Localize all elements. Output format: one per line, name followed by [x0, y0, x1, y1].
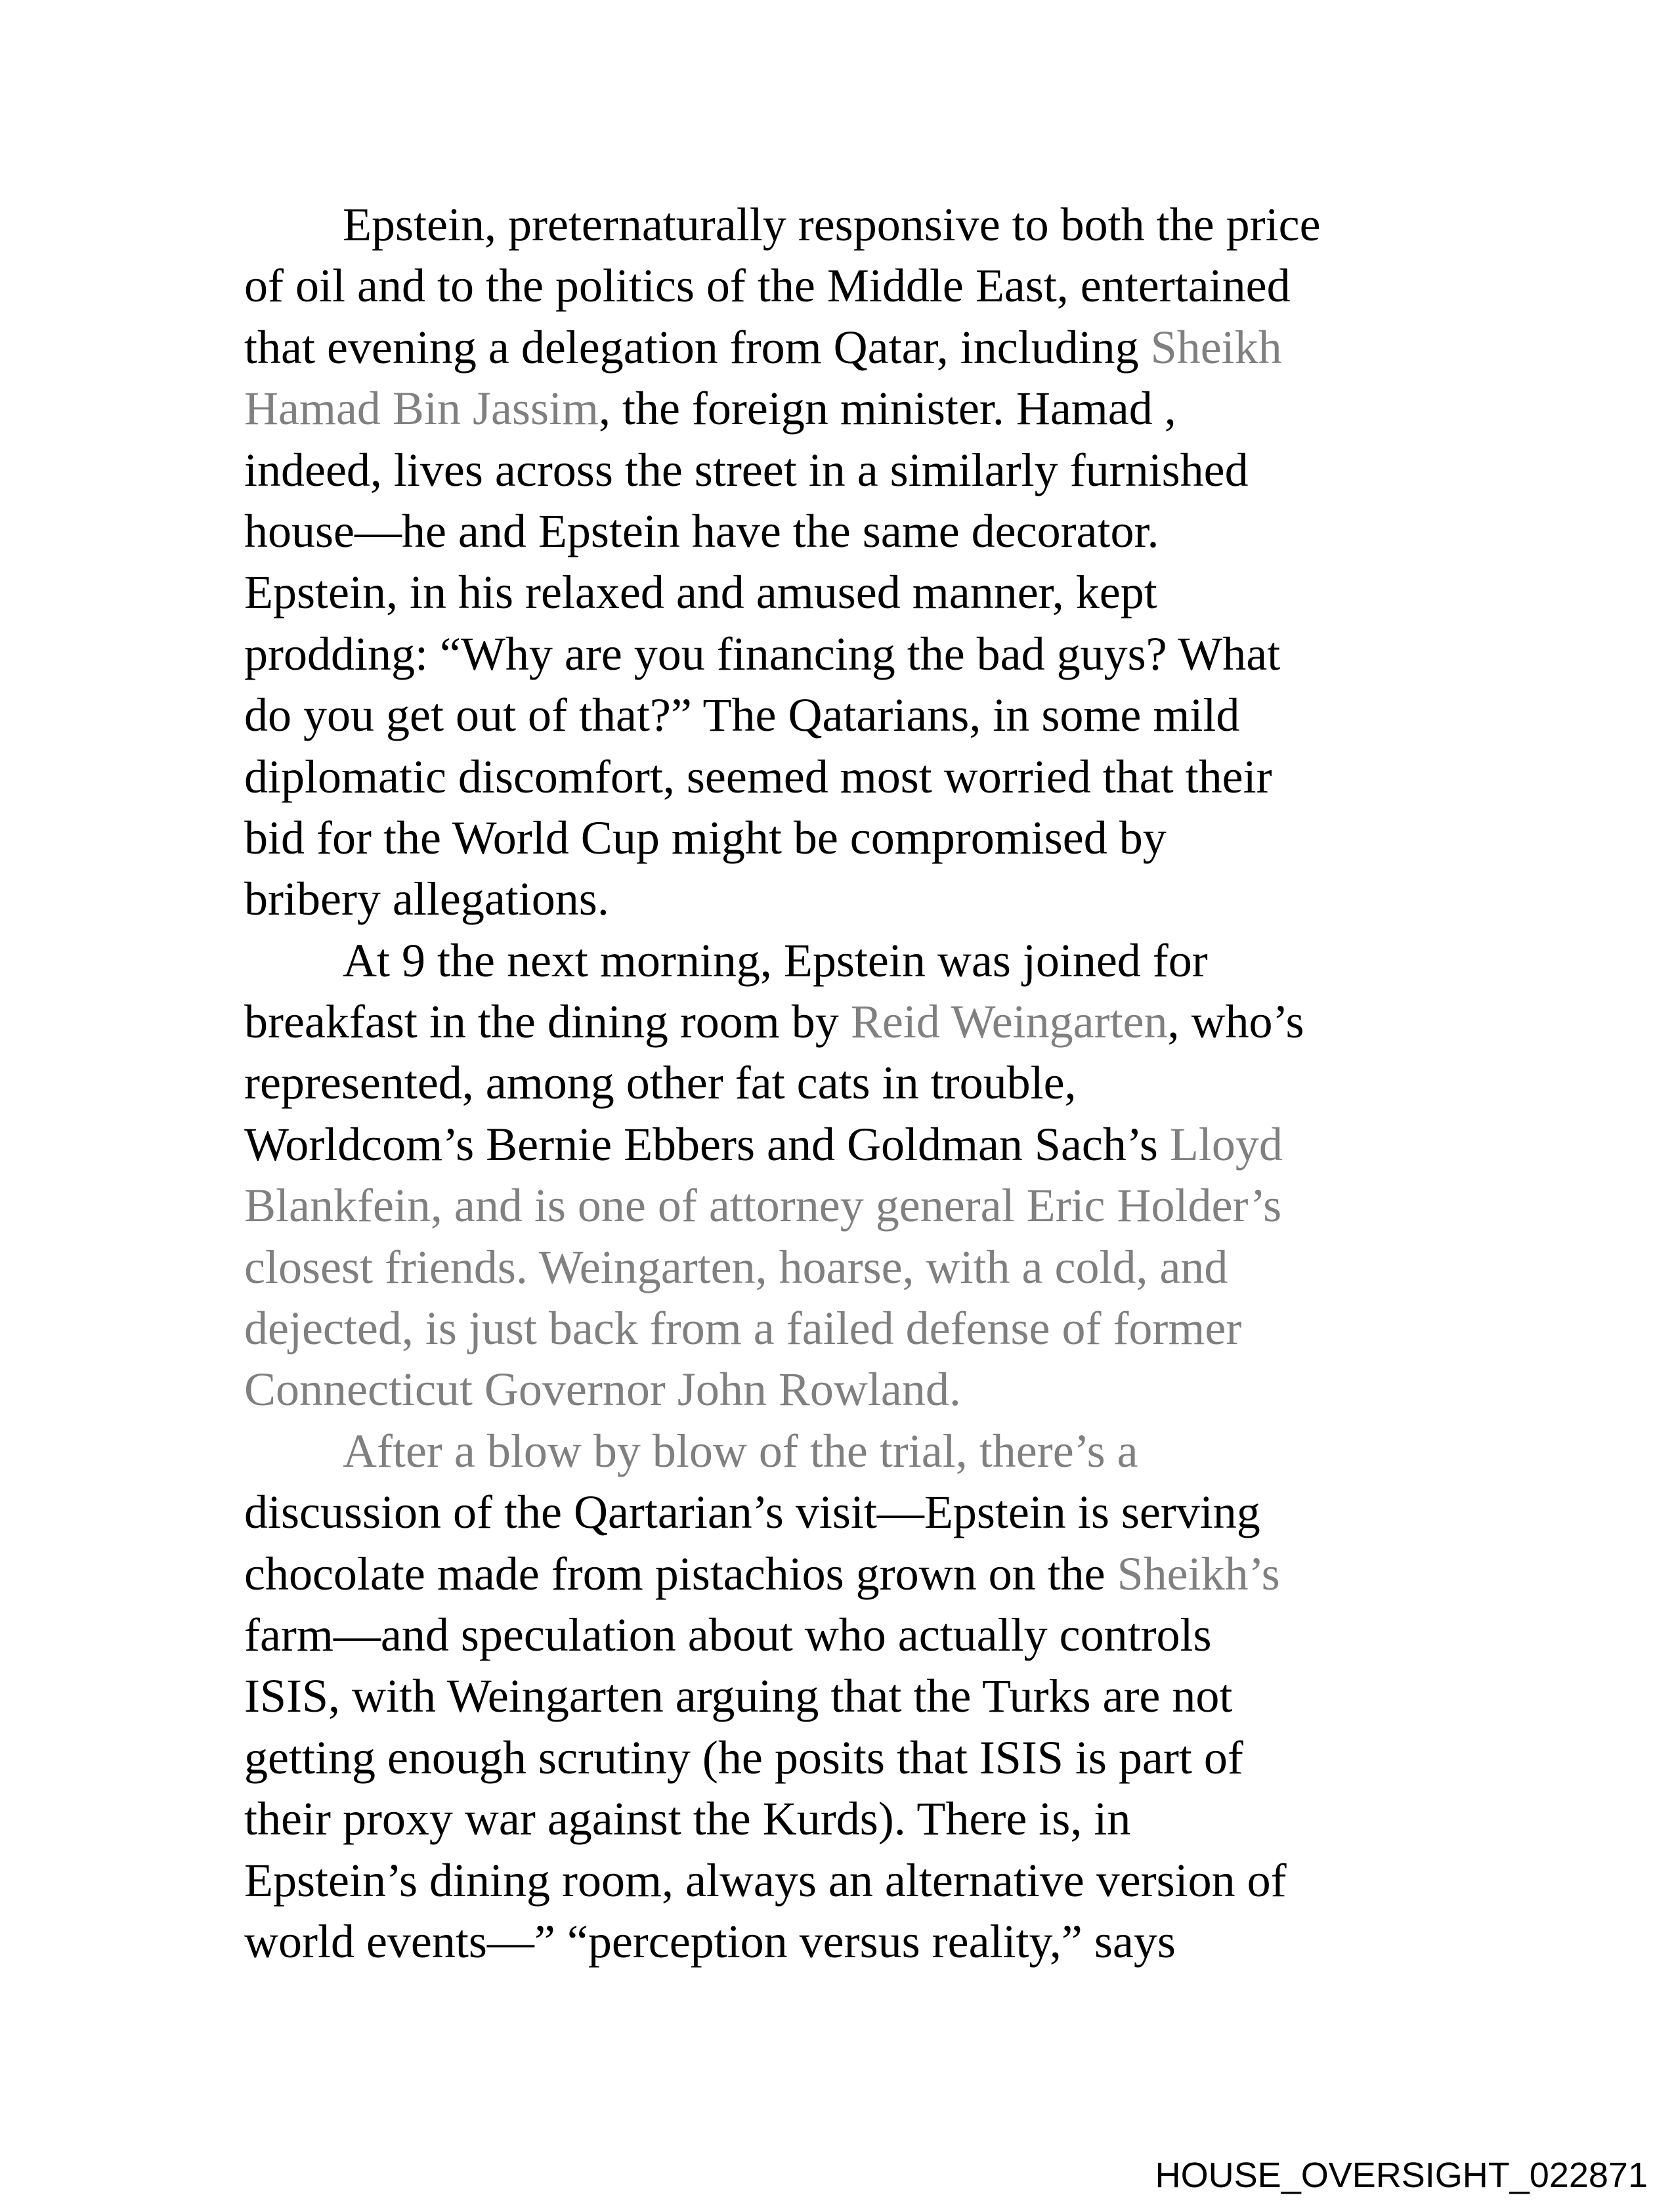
text-segment: , the foreign minister. Hamad , [598, 382, 1176, 435]
text-segment: , who’s [1167, 995, 1304, 1049]
text-line [244, 1237, 1492, 1298]
text-segment: represented, among other fat cats in trouble, [244, 1056, 1077, 1110]
highlighted-text: Blankfein, and is one of attorney general Eric Holder’s [244, 1179, 1282, 1232]
text-segment: their proxy war against the Kurds). There is, in [244, 1792, 1131, 1846]
text-segment: house—he and Epstein have the same decorator. [244, 504, 1159, 557]
text-segment: that evening a delegation from Qatar, including [244, 320, 1151, 374]
text-line [244, 1605, 1492, 1666]
text-line [244, 869, 1492, 930]
text-line [244, 991, 1492, 1052]
text-segment: ISIS, with Weingarten arguing that the Turks are not [244, 1670, 1233, 1723]
text-line [244, 930, 1492, 991]
text-segment: Worldcom’s Bernie Ebbers and Goldman Sach’s [244, 1117, 1170, 1171]
bates-number: HOUSE_OVERSIGHT_022871 [1155, 2156, 1648, 2195]
text-line [244, 194, 1492, 255]
text-line [244, 1544, 1492, 1605]
text-line [244, 440, 1492, 501]
text-segment: diplomatic discomfort, seemed most worried that their [244, 750, 1272, 803]
highlighted-text: Reid Weingarten [850, 995, 1168, 1049]
highlighted-text: dejected, is just back from a failed defense of former [244, 1302, 1242, 1355]
text-line [244, 1298, 1492, 1359]
text-line [244, 685, 1492, 746]
text-segment: bid for the World Cup might be compromised by [244, 811, 1167, 864]
text-segment: world events—” “perception versus reality,” says [244, 1915, 1176, 1968]
text-segment: At 9 the next morning, Epstein was joined for [343, 934, 1208, 987]
text-segment: bribery allegations. [244, 873, 609, 926]
text-line [244, 1727, 1492, 1789]
text-line [244, 624, 1492, 685]
text-segment: of oil and to the politics of the Middle East, entertained [244, 259, 1291, 313]
highlighted-text: Sheikh [1150, 320, 1282, 374]
text-segment: getting enough scrutiny (he posits that ISIS is part of [244, 1731, 1243, 1784]
text-line [244, 1421, 1492, 1482]
text-line [244, 1850, 1492, 1911]
text-line [244, 1666, 1492, 1727]
text-line [244, 1789, 1492, 1850]
text-segment: prodding: “Why are you financing the bad guys? What [244, 627, 1281, 680]
text-segment: indeed, lives across the street in a similarly furnished [244, 443, 1249, 496]
text-line [244, 808, 1492, 869]
text-line [244, 562, 1492, 623]
highlighted-text: Lloyd [1169, 1117, 1283, 1171]
text-line [244, 1911, 1492, 1972]
highlighted-text: Sheikh’s [1117, 1547, 1280, 1600]
text-segment: discussion of the Qartarian’s visit—Epstein is serving [244, 1486, 1260, 1539]
highlighted-text: Hamad Bin Jassim [244, 382, 599, 435]
text-segment: breakfast in the dining room by [244, 995, 851, 1049]
text-segment: Epstein’s dining room, always an alternative version of [244, 1854, 1287, 1907]
text-segment: do you get out of that?” The Qatarians, in some mild [244, 689, 1240, 742]
text-line [244, 255, 1492, 316]
text-line [244, 1052, 1492, 1114]
highlighted-text: closest friends. Weingarten, hoarse, with a cold, and [244, 1240, 1228, 1293]
text-line [244, 1482, 1492, 1543]
highlighted-text: After a blow by blow of the trial, there’s a [343, 1424, 1138, 1477]
text-line [244, 1359, 1492, 1420]
highlighted-text: Connecticut Governor John Rowland. [244, 1363, 961, 1416]
text-line [244, 747, 1492, 808]
text-segment: farm—and speculation about who actually controls [244, 1608, 1212, 1661]
text-line [244, 1114, 1492, 1175]
body-text [244, 194, 1492, 1972]
text-line [244, 317, 1492, 378]
text-segment: Epstein, preternaturally responsive to both the price [343, 198, 1321, 251]
text-segment: chocolate made from pistachios grown on the [244, 1547, 1117, 1600]
text-line [244, 1175, 1492, 1236]
text-line [244, 378, 1492, 439]
text-segment: Epstein, in his relaxed and amused manner, kept [244, 566, 1157, 619]
text-line [244, 501, 1492, 562]
